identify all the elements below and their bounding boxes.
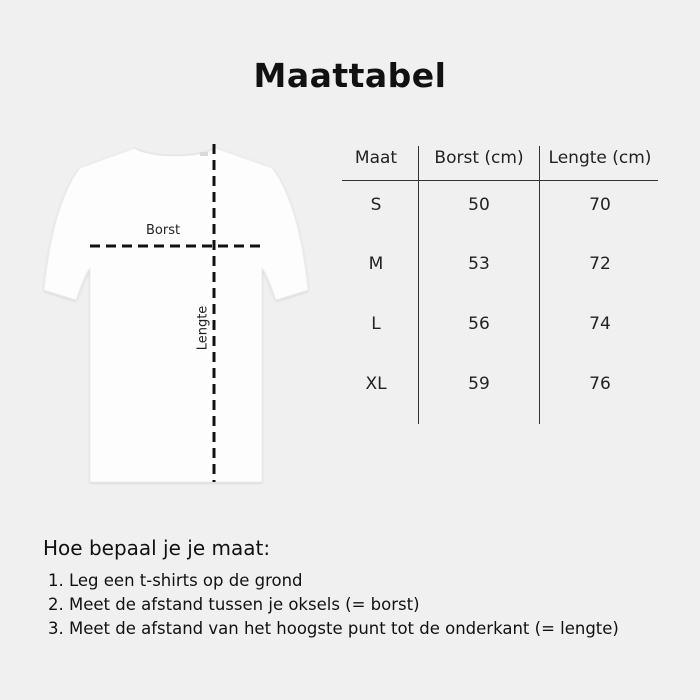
table-cell-size: XL: [365, 374, 387, 394]
table-cell-borst: 53: [468, 254, 490, 274]
table-header-borst: Borst (cm): [434, 148, 524, 168]
table-cell-size: S: [370, 195, 382, 215]
table-column-divider: [418, 146, 419, 424]
table-cell-size: L: [371, 314, 381, 334]
instructions-heading: Hoe bepaal je je maat:: [43, 536, 271, 560]
tshirt-tag: [200, 152, 208, 156]
tshirt-illustration: [40, 140, 312, 490]
instruction-step: 3. Meet de afstand van het hoogste punt tot de onderkant (= lengte): [48, 619, 619, 638]
table-header-maat: Maat: [354, 148, 398, 168]
table-cell-borst: 56: [468, 314, 490, 334]
table-cell-borst: 59: [468, 374, 490, 394]
table-header-divider: [342, 180, 658, 181]
lengte-label: Lengte: [195, 305, 211, 351]
instruction-step: 1. Leg een t-shirts op de grond: [48, 571, 303, 590]
instruction-step: 2. Meet de afstand tussen je oksels (= borst): [48, 595, 420, 614]
table-cell-borst: 50: [468, 195, 490, 215]
tshirt-shape: [44, 148, 308, 482]
borst-label: Borst: [146, 223, 181, 238]
table-header-lengte: Lengte (cm): [548, 148, 652, 168]
instructions-list: [48, 569, 619, 641]
table-cell-lengte: 72: [589, 254, 611, 274]
table-cell-lengte: 70: [589, 195, 611, 215]
page-title: Maattabel: [253, 56, 447, 95]
table-cell-lengte: 76: [589, 374, 611, 394]
table-cell-lengte: 74: [589, 314, 611, 334]
table-cell-size: M: [368, 254, 384, 274]
